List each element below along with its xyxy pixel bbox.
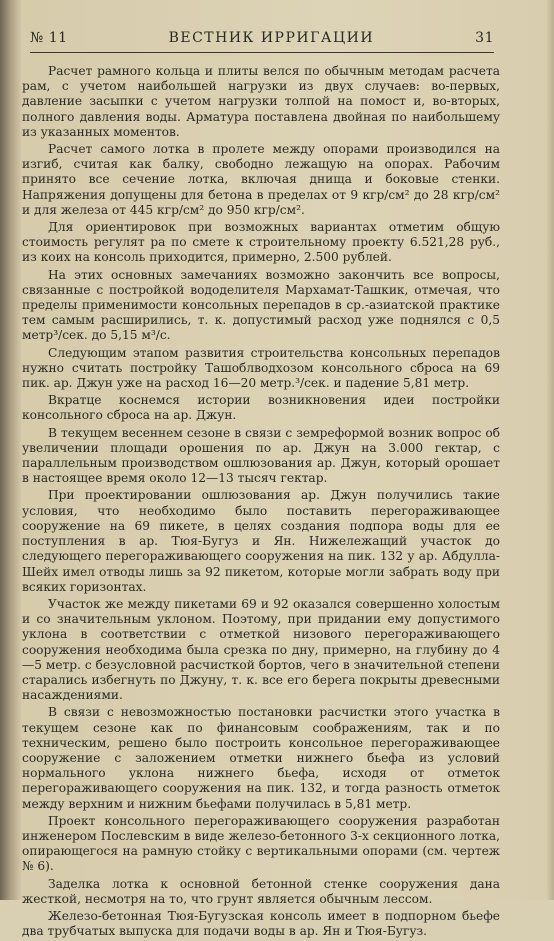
paragraph: Заделка лотка к основной бетонной стенке сооружения дана жесткой, несмотря на то, что грунт является обычным лессом. (22, 876, 500, 906)
paragraph: Проект консольного перегораживающего сооружения разработан инженером Послевским в виде железо-бетонного 3-х секционного лотка, опирающегося на рамную стойку с вертикальными опорами (см. чертеж № 6). (22, 813, 500, 874)
paragraph: Железо-бетонная Тюя-Бугузская консоль имеет в подпорном бьефе два трубчатых выпуска для подачи воды в ар. Ян и Тюя-Бугуз. (22, 908, 500, 939)
paragraph: В связи с невозможностью постановки расчистки этого участка в текущем сезоне как по финансовым соображениям, так и по техническим, решено было построить консольное перегораживающее сооружение с заложением отметки нижнего бьефа из условий нормального уклона нижнего бьефа, исходя от отметок перегораживающего сооружения на пик. 132, и тогда разность отметок между верхним и нижним бьефами получилась в 5,81 метр. (22, 705, 500, 811)
issue-number: № 11 (30, 30, 68, 46)
paragraph: На этих основных замечаниях возможно закончить все вопросы, связанные с постройкой вододелителя Мархамат-Ташкик, отмечая, что пределы применимости консольных перепадов в ср.-азиатской практике тем самым расширились, т. к. допустимый расход уже поднялся с 0,5 метр³/сек. до 5,15 м³/с. (22, 267, 500, 343)
paragraph: Следующим этапом развития строительства консольных перепадов нужно считать постройку Ташоблводхозом консольного сброса на 69 пик. ар. Джун уже на расход 16—20 метр.³/сек. и падение 5,81 метр. (22, 345, 500, 391)
paragraph: При проектировании ошлюзования ар. Джун получились такие условия, что необходимо было поставить перегораживающее сооружение на 69 пикете, в целях создания подпора воды для ее поступления в ар. Тюя-Бугуз и Ян. Нижележащий участок до следующего перегораживающего сооружения на пик. 132 у ар. Абдулла-Шейх имел отводы лишь за 92 пикетом, которые могли забрать воду при всяких горизонтах. (22, 488, 500, 594)
page-header (30, 30, 494, 52)
paragraph: Расчет рамного кольца и плиты велся по обычным методам расчета рам, с учетом наибольшей нагрузки из двух случаев: во-первых, давление засыпки с учетом нагрузки толпой на помост и, во-вторых, полного давления воды. Арматура поставлена двойная по наибольшему из указанных моментов. (22, 64, 500, 139)
page-number: 31 (475, 30, 494, 46)
header-rule (30, 52, 494, 53)
paragraph: В текущем весеннем сезоне в связи с земреформой возник вопрос об увеличении площади орошения по ар. Джун на 3.000 гектар, с параллельным производством ошлюзования ар. Джун, который орошает в настоящее время около 12—13 тысяч гектар. (22, 425, 500, 486)
paragraph: Для ориентировок при возможных вариантах отметим общую стоимость регулят ра по смете к строительному проекту 6.521,28 руб., из коих на консоль приходится, примерно, 2.500 рублей. (22, 220, 500, 265)
page-edge-shadow (546, 0, 554, 900)
journal-title: ВЕСТНИК ИРРИГАЦИИ (168, 30, 375, 46)
paragraph: Расчет самого лотка в пролете между опорами производился на изгиб, считая как балку, свободно лежащую на опорах. Рабочим принято все сечение лотка, включая днища и боковые стенки. Напряжения допущены для бетона в пределах от 9 кгр/см² до 28 кгр/см² и для железа от 445 кгр/см² до 950 кгр/см². (22, 142, 500, 217)
paragraph: Вкратце коснемся истории возникновения идеи постройки консольного сброса на ар. Джун. (22, 393, 500, 423)
article-body (22, 64, 500, 941)
paragraph: Участок же между пикетами 69 и 92 оказался совершенно холостым и со значительным уклоном. Поэтому, при придании ему допустимого уклона в соответствии с отметкой низового перегораживающего сооружения необходима была срезка по дну, примерно, на глубину до 4—5 метр. с безусловной расчисткой бортов, чего в значительной степени старались избегнуть по Джуну, т. к. все его берега покрыты древесными насаждениями. (22, 596, 500, 703)
